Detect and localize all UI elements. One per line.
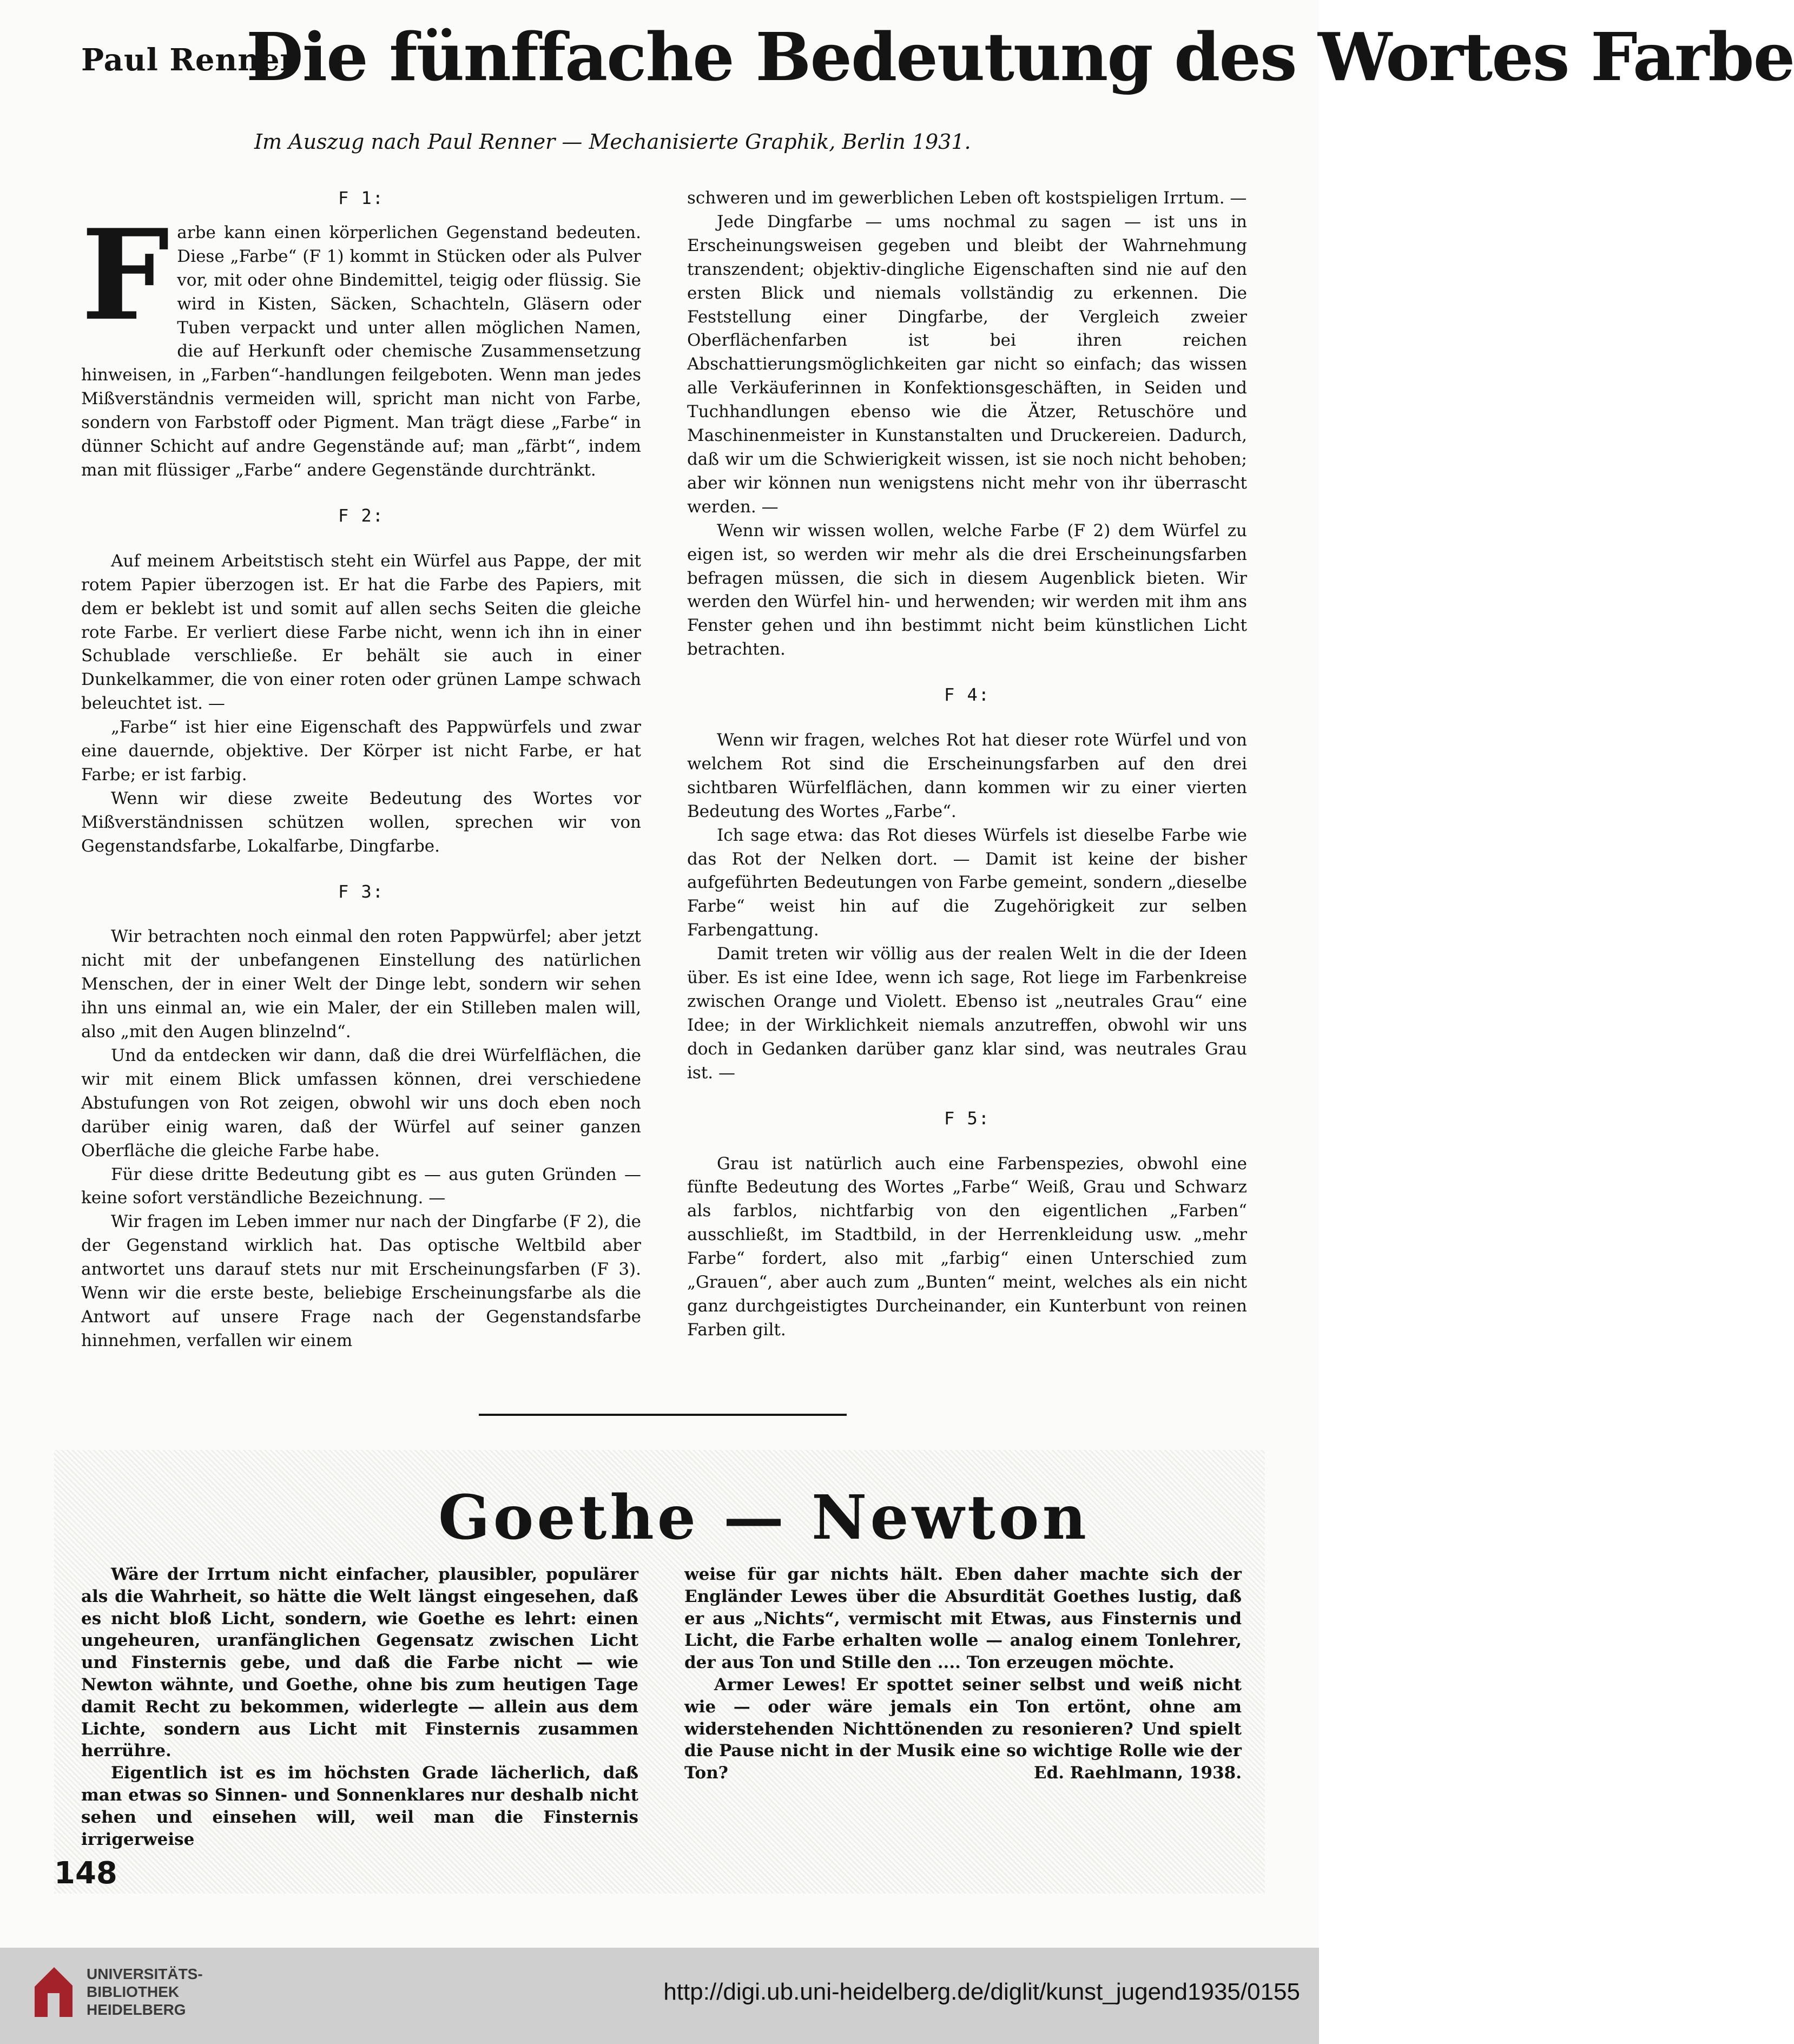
goethe-column-right (684, 1564, 1242, 1784)
paragraph: Damit treten wir völlig aus der realen Welt in die der Ideen über. Es ist eine Idee, wenn ich sage, Rot liege im Farbenkreise zwischen Orange und Violett. Ebenso ist „neutrales Grau“ eine Idee; in der Wirklichkeit niemals anzutreffen, obwohl wir uns doch in Gedanken darüber ganz klar sind, was neutrales Grau ist. — (687, 944, 1247, 1083)
section-heading-f5: F 5: (944, 1107, 991, 1129)
paragraph (81, 202, 641, 483)
section-heading-f3: F 3: (338, 881, 385, 902)
section-heading-f2: F 2: (338, 505, 385, 526)
source-url-link[interactable]: http://digi.ub.uni-heidelberg.de/diglit/kunst_jugend1935/0155 (663, 1979, 1300, 2005)
section-heading-f1: F 1: (338, 188, 385, 208)
paragraph: schweren und im gewerblichen Leben oft kostspieligen Irrtum. — (687, 188, 1247, 208)
paragraph: Wir betrachten noch einmal den roten Pappwürfel; aber jetzt nicht mit der unbefangenen Einstellung des natürlichen Menschen, der in einer Welt der Dinge lebt, sondern wir sehen ihn uns einmal an, wie ein Maler, der ein Stilleben malen will, also „mit den Augen blinzelnd“. (81, 927, 641, 1042)
goethe-column-left (81, 1564, 638, 1850)
library-name-line: UNIVERSITÄTS- (87, 1966, 203, 1982)
paragraph: Wenn wir wissen wollen, welche Farbe (F 2) dem Würfel zu eigen ist, so werden wir mehr als die drei Erscheinungsfarben befragen müssen, die sich in diesem Augenblick bieten. Wir werden den Würfel hin- und herwenden; wir werden mit ihm ans Fenster gehen und ihn bestimmt nicht beim künstlichen Licht betrachten. (687, 520, 1247, 660)
article-title: Die fünffache Bedeutung des Wortes Farbe (246, 18, 1794, 96)
paragraph: Wenn wir diese zweite Bedeutung des Wortes vor Mißverständnissen schützen wollen, sprechen wir von Gegenstandsfarbe, Lokalfarbe, Dingfarbe. (81, 788, 641, 856)
quote-signature: Ed. Raehlmann, 1938. (1033, 1763, 1242, 1783)
goethe-newton-title: Goethe — Newton (438, 1482, 1090, 1553)
library-logo-icon[interactable] (32, 1965, 75, 2019)
article-column-left (81, 187, 641, 1353)
paragraph: „Farbe“ ist hier eine Eigenschaft des Pappwürfels und zwar eine dauernde, objektive. Der Körper ist nicht Farbe, er hat Farbe; er ist farbig. (81, 717, 641, 784)
article-column-right (687, 187, 1247, 1342)
paragraph: Auf meinem Arbeitstisch steht ein Würfel aus Pappe, der mit rotem Papier überzogen ist. Er hat die Farbe des Papiers, mit dem er beklebt ist und somit auf allen sechs Seiten die gleiche rote Farbe. Er verliert diese Farbe nicht, wenn ich ihn in einer Schublade verschließe. Er behält sie auch in einer Dunkelkammer, die von einer roten oder grünen Lampe schwach beleuchtet ist. — (81, 551, 641, 714)
paragraph: Wir fragen im Leben immer nur nach der Dingfarbe (F 2), die der Gegenstand wirklich hat. Das optische Weltbild aber antwortet uns darauf stets nur mit Erscheinungsfarben (F 3). Wenn wir die erste beste, beliebige Erscheinungsfarbe als die Antwort auf unsere Frage nach der Gegenstandsfarbe hinnehmen, verfallen wir einem (81, 1212, 641, 1350)
page-number: 148 (54, 1856, 117, 1891)
paragraph: weise für gar nichts hält. Eben daher machte sich der Engländer Lewes über die Absurdität Goethes lustig, daß er aus „Nichts“, vermischt mit Etwas, aus Finsternis und Licht, die Farbe erhalten wolle — analog einem Tonlehrer, der aus Ton und Stille den .... Ton erzeugen möchte. (684, 1565, 1242, 1673)
paragraph: Wenn wir fragen, welches Rot hat dieser rote Würfel und von welchem Rot sind die Erscheinungsfarben auf den drei sichtbaren Würfelflächen, dann kommen wir zu einer vierten Bedeutung des Wortes „Farbe“. (687, 730, 1247, 821)
library-name-line: HEIDELBERG (87, 2001, 186, 2018)
drop-cap: F (81, 202, 170, 348)
library-name-line: BIBLIOTHEK (87, 1983, 180, 2000)
author-name: Paul Renner (81, 42, 297, 78)
paragraph-text: arbe kann einen körperlichen Gegenstand bedeuten. Diese „Farbe“ (F 1) kommt in Stücken oder als Pulver vor, mit oder ohne Bindemittel, teigig oder flüssig. Sie wird in Kisten, Säcken, Schachteln, Gläsern oder Tuben verpackt und unter allen möglichen Namen, die auf Herkunft oder chemische Zusammensetzung hinweisen, in „Farben“-handlungen feilgeboten. Wenn man jedes Mißverständnis vermeiden will, spricht man nicht von Farbe, sondern von Farbstoff oder Pigment. Man trägt diese „Farbe“ in dünner Schicht auf andre Gegenstände auf; man „färbt“, indem man mit flüssiger „Farbe“ andere Gegenstände durchtränkt. (81, 222, 641, 480)
paragraph: Armer Lewes! Er spottet seiner selbst und weiß nicht wie — oder wäre jemals ein Ton ertönt, ohne am widerstehenden Nichttönenden zu resonieren? Und spielt die Pause nicht in der Musik eine so wichtige Rolle wie der Ton? (684, 1674, 1242, 1783)
paragraph: Für diese dritte Bedeutung gibt es — aus guten Gründen — keine sofort verständliche Bezeichnung. — (81, 1164, 641, 1208)
paragraph: Grau ist natürlich auch eine Farbenspezies, obwohl eine fünfte Bedeutung des Wortes „Farbe“ Weiß, Grau und Schwarz als farblos, nichtfarbig von den eigentlichen „Farben“ ausschließt, im Stadtbild, in der Herrenkleidung usw. „mehr Farbe“ fordert, also mit „farbig“ einen Unterschied zum „Grauen“, aber auch zum „Bunten“ meint, welches als ein nicht ganz durchgeistigtes Durcheinander, ein Kunterbunt von reinen Farben gilt. (687, 1153, 1247, 1340)
paragraph: Wäre der Irrtum nicht einfacher, plausibler, populärer als die Wahrheit, so hätte die Welt längst eingesehen, daß es nicht bloß Licht, sondern, wie Goethe es lehrt: einen ungeheuren, uranfänglichen Gegensatz zwischen Licht und Finsternis gebe, und daß die Farbe nicht — wie Newton wähnte, und Goethe, ohne bis zum heutigen Tage damit Recht zu bekommen, widerlegte — allein aus dem Lichte, sondern aus Licht mit Finsternis zusammen herrühre. (81, 1565, 638, 1761)
paragraph: Und da entdecken wir dann, daß die drei Würfelflächen, die wir mit einem Blick umfassen können, drei verschiedene Abstufungen von Rot zeigen, obwohl wir uns doch eben noch darüber einig waren, daß der Würfel auf seiner ganzen Oberfläche die gleiche Farbe habe. (81, 1046, 641, 1161)
paragraph: Ich sage etwa: das Rot dieses Würfels ist dieselbe Farbe wie das Rot der Nelken dort. — Damit ist keine der bisher aufgeführten Bedeutungen von Farbe gemeint, sondern „dieselbe Farbe“ weist hin auf die Zugehörigkeit zur selben Farbengattung. (687, 825, 1247, 940)
library-name[interactable] (87, 1965, 203, 2019)
section-heading-f4: F 4: (944, 684, 991, 705)
paragraph: Eigentlich ist es im höchsten Grade lächerlich, daß man etwas so Sinnen- und Sonnenklares nur deshalb nicht sehen und einsehen will, weil man die Finsternis irrigerweise (81, 1763, 638, 1849)
section-divider (479, 1414, 847, 1416)
article-subtitle: Im Auszug nach Paul Renner — Mechanisierte Graphik, Berlin 1931. (254, 130, 971, 154)
paragraph: Jede Dingfarbe — ums nochmal zu sagen — ist uns in Erscheinungsweisen gegeben und bleibt der Wahrnehmung transzendent; objektiv-dingliche Eigenschaften sind nie auf den ersten Blick und niemals vollständig zu erkennen. Die Feststellung einer Dingfarbe, der Vergleich zweier Oberflächenfarben ist bei ihren reichen Abschattierungsmöglichkeiten gar nicht so einfach; das wissen alle Verkäuferinnen in Konfektionsgeschäften, in Seiden und Tuchhandlungen ebenso wie die Ätzer, Retuschöre und Maschinenmeister in Kunstanstalten und Druckereien. Dadurch, daß wir um die Schwierigkeit wissen, ist sie noch nicht behoben; aber wir können nun wenigstens nicht mehr von ihr überrascht werden. — (687, 212, 1247, 517)
